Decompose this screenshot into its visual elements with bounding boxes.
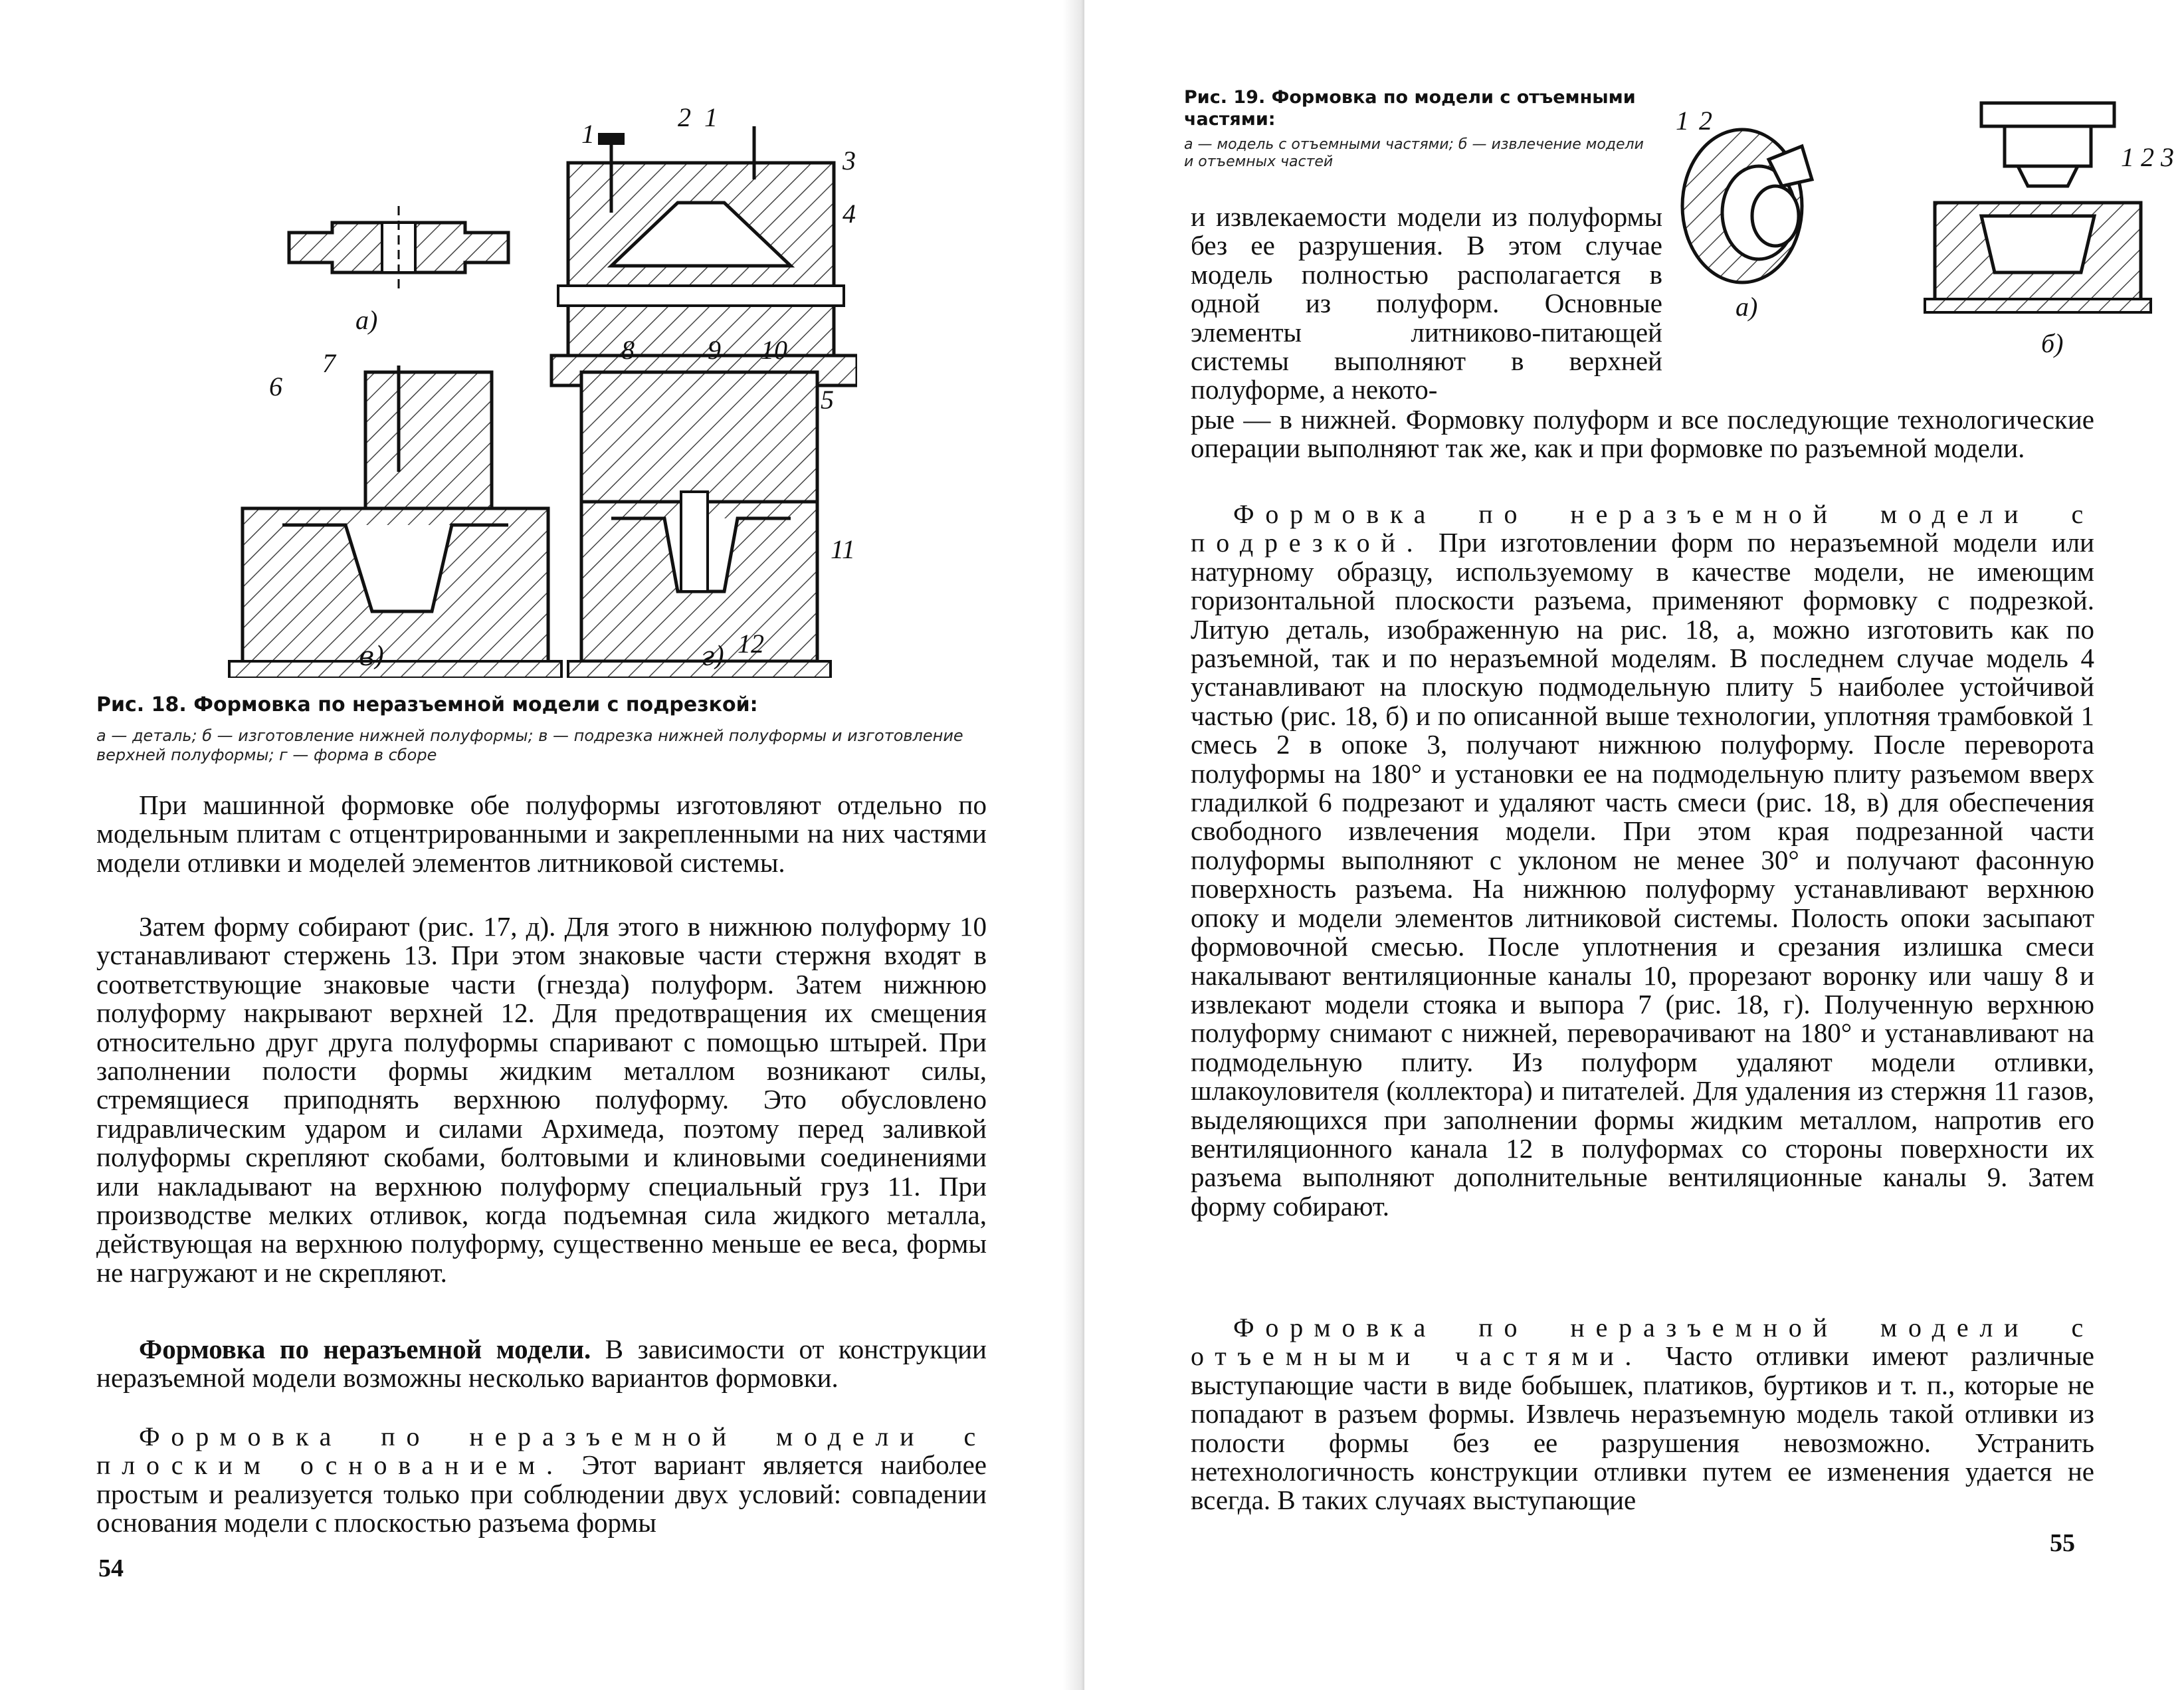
fig19-label-a: а) [1736, 292, 1758, 322]
fig18-num-5: 5 [821, 385, 834, 415]
fig18-num-4: 4 [843, 199, 856, 229]
fig18-label-v: в) [359, 641, 385, 672]
fig18-num-8: 8 [621, 335, 635, 365]
fig18-num-12: 12 [738, 629, 764, 659]
fig19-label-b: б) [2041, 328, 2064, 358]
heading-removable-parts: Формовка по неразъемной модели с отъемными частями. [1191, 1313, 2094, 1372]
fig18-num-9: 9 [708, 335, 721, 365]
fig18-num-11: 11 [831, 534, 856, 564]
paragraph-flat-base [96, 1422, 987, 1538]
text-trimming: При изготовлении форм по неразъемной модели или натурному образцу, используемому в качестве модели, не имеющим горизонтальной плоскости разъема, применяют формовку с подрезкой. Литую деталь, изображенную на рис. 18, а, можно изготовить как по разъемной, так и по неразъемной моделям. В последнем случае модель 4 устанавливают на плоскую подмодельную плиту 5 наиболее устойчивой частью (рис. 18, б) и по описанной выше технологии, уплотняя трамбовкой 1 смесь 2 в опоке 3, получают нижнюю полуформу. После переворота полуформы на 180° и установки ее на подмодельную плиту разъемом вверх гладилкой 6 подрезают и удаляют часть смеси (рис. 18, в) для обеспечения свободного извлечения модели. При этом края подрезанной части полуформы выполняют с уклоном не менее 30° и получают фасонную поверхность разъема. На нижнюю полуформу устанавливают верхнюю опоку и модели элементов литниковой системы. Полость опоки засыпают формовочной смесью. После уплотнения и срезания излишка смеси накалывают вентиляционные каналы 10, прорезают воронку или чашу 8 и извлекают модели стояка и выпора 7 (рис. 18, г). Полученную верхнюю полуформу снимают с нижней, переворачивают на 180° и устанавливают на подмодельную плиту. Из полуформ удаляют модели отливки, шлакоуловителя (коллектора) и питателей. Для удаления из стержня 11 газов, выделяющихся при заполнении формы жидким металлом, напротив его вентиляционного канала 12 в полуформах со стороны поверхности их разъема выполняют дополнительные вентиляционные каналы 9. Затем форму собирают. [1191, 527, 2094, 1221]
fig18-num-1b: 1 [704, 102, 718, 132]
fig18-a-detail [289, 206, 508, 292]
text-one-piece-model: В зависимости от конструкции неразъемной модели возможны несколько вариантов формовки. [96, 1334, 987, 1394]
figure-19-drawings [1669, 100, 2174, 366]
page-number-right: 55 [2050, 1529, 2075, 1557]
fig19-caption-desc: а — модель с отъемными частями; б — извлечение модели и отъемных частей [1184, 136, 1644, 170]
paragraph-wrap-fig19: и извлекаемости модели из полуформы без ее разрушения. В этом случае модель полностью располагается в одной из полуформ. Основные элементы литниково-питающей системы выполняют в верхней полуформе, а некото- [1191, 201, 1662, 405]
paragraph-machine-molding: При машинной формовке обе полуформы изготовляют отдельно по модельным плитам с отцентрированными и закрепленными на них частями модели отливки и моделей элементов литниковой системы. [96, 790, 987, 878]
fig19-b-extraction [1925, 103, 2151, 312]
fig19-num-1: 1 [1676, 106, 1689, 136]
fig18-num-2: 2 [678, 102, 691, 132]
fig19-num-3b: 3 [2161, 142, 2174, 172]
paragraph-continued: рые — в нижней. Формовку полуформ и все последующие технологические операции выполняют так же, как и при формовке по разъемной модели. [1191, 404, 2094, 464]
text-flat-base: Этот вариант является наиболее простым и реализуется только при соблюдении двух условий: совпадении основания модели с плоскостью разъема формы [96, 1449, 987, 1538]
fig19-num-2: 2 [1699, 106, 1712, 136]
paragraph-removable-parts [1191, 1313, 2094, 1515]
heading-one-piece-model: Формовка по неразъемной модели. [139, 1334, 591, 1364]
page-number-left: 54 [98, 1554, 124, 1582]
left-page [0, 0, 1084, 1690]
fig19-num-1b: 1 [2121, 142, 2134, 172]
paragraph-trimming [1191, 500, 2094, 1221]
fig18-caption-title: Рис. 18. Формовка по неразъемной модели с подрезкой: [96, 693, 758, 716]
fig18-g-assembled [568, 372, 831, 678]
text-removable-parts: Часто отливки имеют различные выступающие части в виде бобышек, платиков, буртиков и т. п., которые не попадают в разъем формы. Извлечь неразъемную модель такой отливки из полости формы без ее разрушения невозможно. Устранить нетехнологичность конструкции отливки путем ее изменения удается не всегда. В таких случаях выступающие [1191, 1340, 2094, 1516]
paragraph-mold-assembly: Затем форму собирают (рис. 17, д). Для этого в нижнюю полуформу 10 устанавливают стержень 13. При этом знаковые части стержня входят в соответствующие знаковые части (гнезда) полуформ. Затем нижнюю полуформу накрывают верхней 12. Для предотвращения их смещения относительно друг друга полуформы спаривают с помощью штырей. При заполнении полости формы жидким металлом возникают силы, стремящиеся приподнять верхнюю полуформу. Это обусловлено гидравлическим ударом и силами Архимеда, поэтому перед заливкой полуформы скрепляют скобами, болтовыми и клиновыми соединениями или накладывают на верхнюю полуформу специальный груз 11. При производстве мелких отливок, когда подъемная сила жидкого металла, действующая на верхнюю полуформу, существенно меньше ее веса, формы не нагружают и не скрепляют. [96, 911, 987, 1288]
figure-18-drawings [213, 100, 857, 678]
heading-trimming: Формовка по неразъемной модели с подрезкой. [1191, 499, 2094, 558]
fig18-num-1: 1 [581, 119, 595, 149]
paragraph-one-piece-model [96, 1335, 987, 1393]
fig19-a-model [1682, 130, 1812, 282]
fig18-num-6: 6 [269, 371, 282, 401]
heading-flat-base: Формовка по неразъемной модели с плоским основанием. [96, 1422, 987, 1481]
fig18-num-10: 10 [761, 335, 787, 365]
fig18-label-g: г) [701, 641, 725, 672]
fig19-num-2b: 2 [2141, 142, 2154, 172]
fig18-num-3: 3 [843, 146, 856, 175]
fig18-caption-desc: а — деталь; б — изготовление нижней полуформы; в — подрезка нижней полуформы и изготовление верхней полуформы; г — форма в сборе [96, 726, 963, 764]
fig18-label-a: а) [355, 305, 378, 335]
fig19-caption-title: Рис. 19. Формовка по модели с отъемными частями: [1184, 87, 1636, 130]
fig18-num-7: 7 [322, 348, 336, 378]
right-page [1084, 0, 2184, 1690]
fig18-b-lower-mold [551, 126, 857, 385]
fig18-v-trimming [229, 366, 561, 678]
